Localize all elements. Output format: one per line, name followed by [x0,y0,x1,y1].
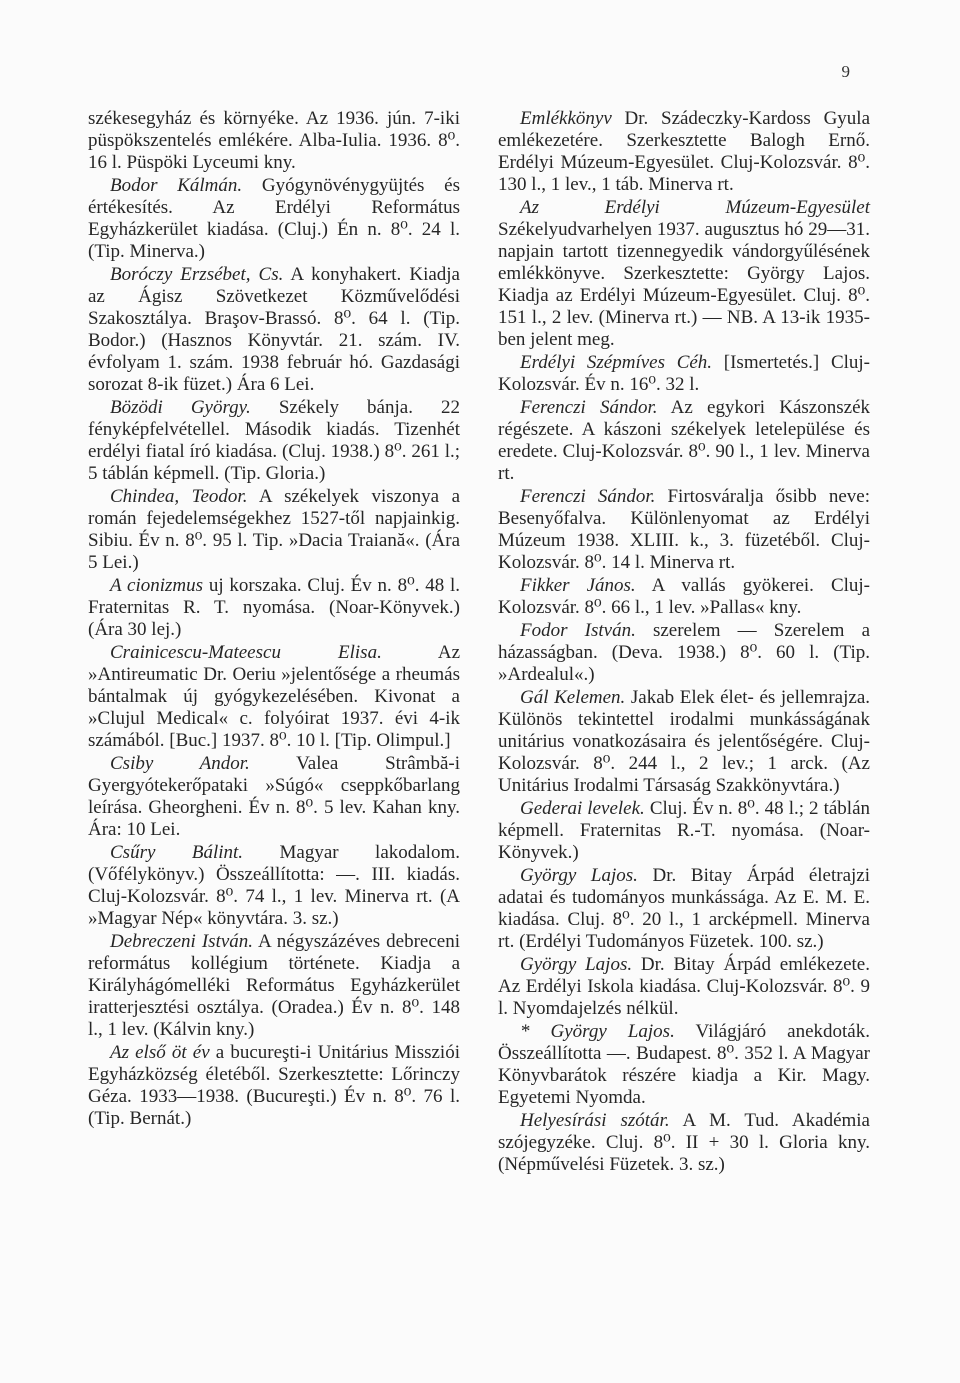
entry-author: György Lajos. [520,865,638,886]
entry-text: [Ismertetés.] Cluj-Kolozsvár. Év n. 16⁰. 32 l. [498,352,871,395]
right-column [498,108,870,1177]
entry-text: uj korszaka. Cluj. Év n. 8⁰. 48 l. Fraternitas R. T. nyomása. (Noar-Könyvek.) (Ára 30 lej.) [88,575,461,640]
bibliography-entry [88,397,460,485]
bibliography-entry [498,352,870,396]
entry-author: Ferenczi Sándor. [520,397,658,418]
entry-text: A vallás gyökerei. Cluj-Kolozsvár. 8⁰. 66 l., 1 lev. »Pallas« kny. [498,575,871,618]
entry-author: Az Erdélyi Múzeum-Egyesület [520,197,870,218]
entry-author: Erdélyi Szépmíves Céh. [520,352,713,373]
entry-text: Magyar lakodalom. (Vőfélykönyv.) Összeállította: —. III. kiadás. Cluj-Kolozsvár. 8⁰. 74 l., 1 lev. Minerva rt. (A »Magyar Nép« könyvtára. 3. sz.) [88,842,460,929]
entry-text: Firtosváralja ősibb neve: Besenyőfalva. Különlenyomat az Erdélyi Múzeum 1938. XLIII. k., 3. füzetéből. Cluj-Kolozsvár. 8⁰. 14 l. Minerva rt. [498,486,870,573]
entry-author: Fikker János. [520,575,636,596]
entry-author: Debreczeni István. [110,931,254,952]
entry-author: Gál Kelemen. [520,687,626,708]
bibliography-entry [498,575,870,619]
entry-author: György Lajos. [520,954,633,975]
entry-author: Crainicescu-Mateescu Elisa. [110,642,382,663]
entry-author: Gederai levelek. [520,798,645,819]
entry-text: Cluj. Év n. 8⁰. 48 l.; 2 táblán képmell. Fraternitas R.-T. nyomása. (Noar-Könyvek.) [498,798,871,863]
left-column [88,108,460,1131]
entry-text: Világjáró anekdoták. Összeállította —. Budapest. 8⁰. 352 l. A Magyar Könyvbarátok részére kiadja a Kir. Magy. Egyetemi Nyomda. [498,1021,870,1108]
entry-text: Az »Antireumatic Dr. Oeriu »jelentősége a rheumás bántalmak új gyógykezelésében. Kivonat a »Clujul Medical« c. folyóirat 1937. évi 4-ik számából. [Buc.] 1937. 8⁰. 10 l. [Tip. Olimpul.] [88,642,460,751]
bibliography-entry [498,197,870,351]
entry-author: Chindea, Teodor. [110,486,248,507]
bibliography-entry [498,1021,870,1109]
bibliography-entry [498,486,870,574]
bibliography-entry [498,397,870,485]
entry-author: Helyesírási szótár. [520,1110,670,1131]
entry-text: Dr. Bitay Árpád életrajzi adatai és tudományos munkássága. Az E. M. E. kiadása. Cluj. 8⁰. 20 l., 1 arcképmell. Minerva rt. (Erdélyi Tudományos Füzetek. 100. sz.) [498,865,871,952]
entry-author: Csiby Andor. [110,753,250,774]
entry-author: * György Lajos. [520,1021,675,1042]
entry-text: A székelyek viszonya a román fejedelemségekhez 1527-től napjainkig. Sibiu. Év n. 8⁰. 95 l. Tip. »Dacia Traiană«. (Ára 5 Lei.) [88,486,461,573]
bibliography-entry [88,175,460,263]
entry-author: Boróczy Erzsébet, Cs. [110,264,284,285]
bibliography-entry [88,1042,460,1130]
bibliography-entry [88,642,460,752]
entry-author: Csűry Bálint. [110,842,244,863]
entry-text: a bucureşti-i Unitárius Missziói Egyházközség életéből. Szerkesztette: Lőrinczy Géza. 1933—1938. (Bucureşti.) Év n. 8⁰. 76 l. (Tip. Bernát.) [88,1042,460,1129]
entry-author: Emlékkönyv [520,108,612,129]
entry-author: Bodor Kálmán. [110,175,243,196]
bibliography-entry [498,1110,870,1176]
bibliography-entry [498,954,870,1020]
bibliography-entry [88,486,460,574]
entry-text: Gyógynövénygyüjtés és értékesítés. Az Erdélyi Református Egyházkerület kiadása. (Cluj.) Én n. 8⁰. 24 l. (Tip. Minerva.) [88,175,460,262]
bibliography-entry [88,264,460,396]
bibliography-entry [88,931,460,1041]
entry-text: A M. Tud. Akadémia szójegyzéke. Cluj. 8⁰. II + 30 l. Gloria kny. (Népművelési Füzetek. 3. sz.) [498,1110,870,1175]
bibliography-entry [88,575,460,641]
bibliography-entry [498,620,870,686]
page-number: 9 [841,62,850,81]
bibliography-entry [498,798,870,864]
entry-author: Fodor István. [520,620,636,641]
entry-author: Bözödi György. [110,397,251,418]
entry-text: Valea Strâmbă-i Gyergyótekerőpataki »Súgó« cseppkőbarlang leírása. Gheorgheni. Év n. 8⁰. 5 lev. Kahan kny. Ára: 10 Lei. [88,753,460,840]
entry-text: Dr. Bitay Árpád emlékezete. Az Erdélyi Iskola kiadása. Cluj-Kolozsvár. 8⁰. 9 l. Nyomdajelzés nélkül. [498,954,870,1019]
bibliography-entry [88,753,460,841]
entry-author: A cionizmus [110,575,204,596]
entry-author: Ferenczi Sándor. [520,486,656,507]
bibliography-entry [88,108,460,174]
entry-author: Az első öt év [110,1042,210,1063]
entry-text: Dr. Szádeczky-Kardoss Gyula emlékezetére. Szerkesztette Balogh Ernő. Erdélyi Múzeum-Egyesület. Cluj-Kolozsvár. 8⁰. 130 l., 1 lev., 1 táb. Minerva rt. [498,108,870,195]
entry-text: A négyszázéves debreceni református kollégium története. Kiadja a Királyhágómelléki Református Egyházkerület iratterjesztési osztálya. (Oradea.) Év n. 8⁰. 148 l., 1 lev. (Kálvin kny.) [88,931,461,1040]
entry-text: Jakab Elek élet- és jellemrajza. Különös tekintettel irodalmi munkásságának unitárius vonatkozásaira és jelentőségére. Cluj-Kolozsvár. 8⁰. 244 l., 2 lev.; 1 arck. (Az Unitárius Irodalmi Társaság Szakkönyvtára.) [498,687,870,796]
bibliography-entry [498,108,870,196]
entry-text: székesegyház és környéke. Az 1936. jún. 7-iki püspökszentelés emlékére. Alba-Iulia. 1936. 8⁰. 16 l. Püspöki Lyceumi kny. [88,108,460,173]
bibliography-entry [88,842,460,930]
entry-text: Székelyudvarhelyen 1937. augusztus hó 29—31. napjain tartott tizennegyedik vándorgyűlésének emlékkönyve. Szerkesztette: György Lajos. Kiadja az Erdélyi Múzeum-Egyesület. Cluj. 8⁰. 151 l., 2 lev. (Minerva rt.) — NB. A 13-ik 1935-ben jelent meg. [498,219,870,350]
bibliography-entry [498,865,870,953]
entry-text: szerelem — Szerelem a házasságban. (Deva. 1938.) 8⁰. 60 l. (Tip. »Ardealul«.) [498,620,871,685]
entry-text: Az egykori Kászonszék régészete. A kászoni székelyek letelepülése és eredete. Cluj-Kolozsvár. 8⁰. 90 l., 1 lev. Minerva rt. [498,397,871,484]
bibliography-entry [498,687,870,797]
entry-text: Székely bánja. 22 fényképfelvétellel. Második kiadás. Tizenhét erdélyi fiatal író kiadása. (Cluj. 1938.) 8⁰. 261 l.; 5 táblán képmell. (Tip. Gloria.) [88,397,460,484]
entry-text: A konyhakert. Kiadja az Ágisz Szövetkezet Közművelődési Szakosztálya. Braşov-Brassó. 8⁰. 64 l. (Tip. Bodor.) (Hasznos Könyvtár. 21. szám. IV. évfolyam 1. szám. 1938 február hó. Gazdasági sorozat 8-ik füzet.) Ára 6 Lei. [88,264,460,395]
